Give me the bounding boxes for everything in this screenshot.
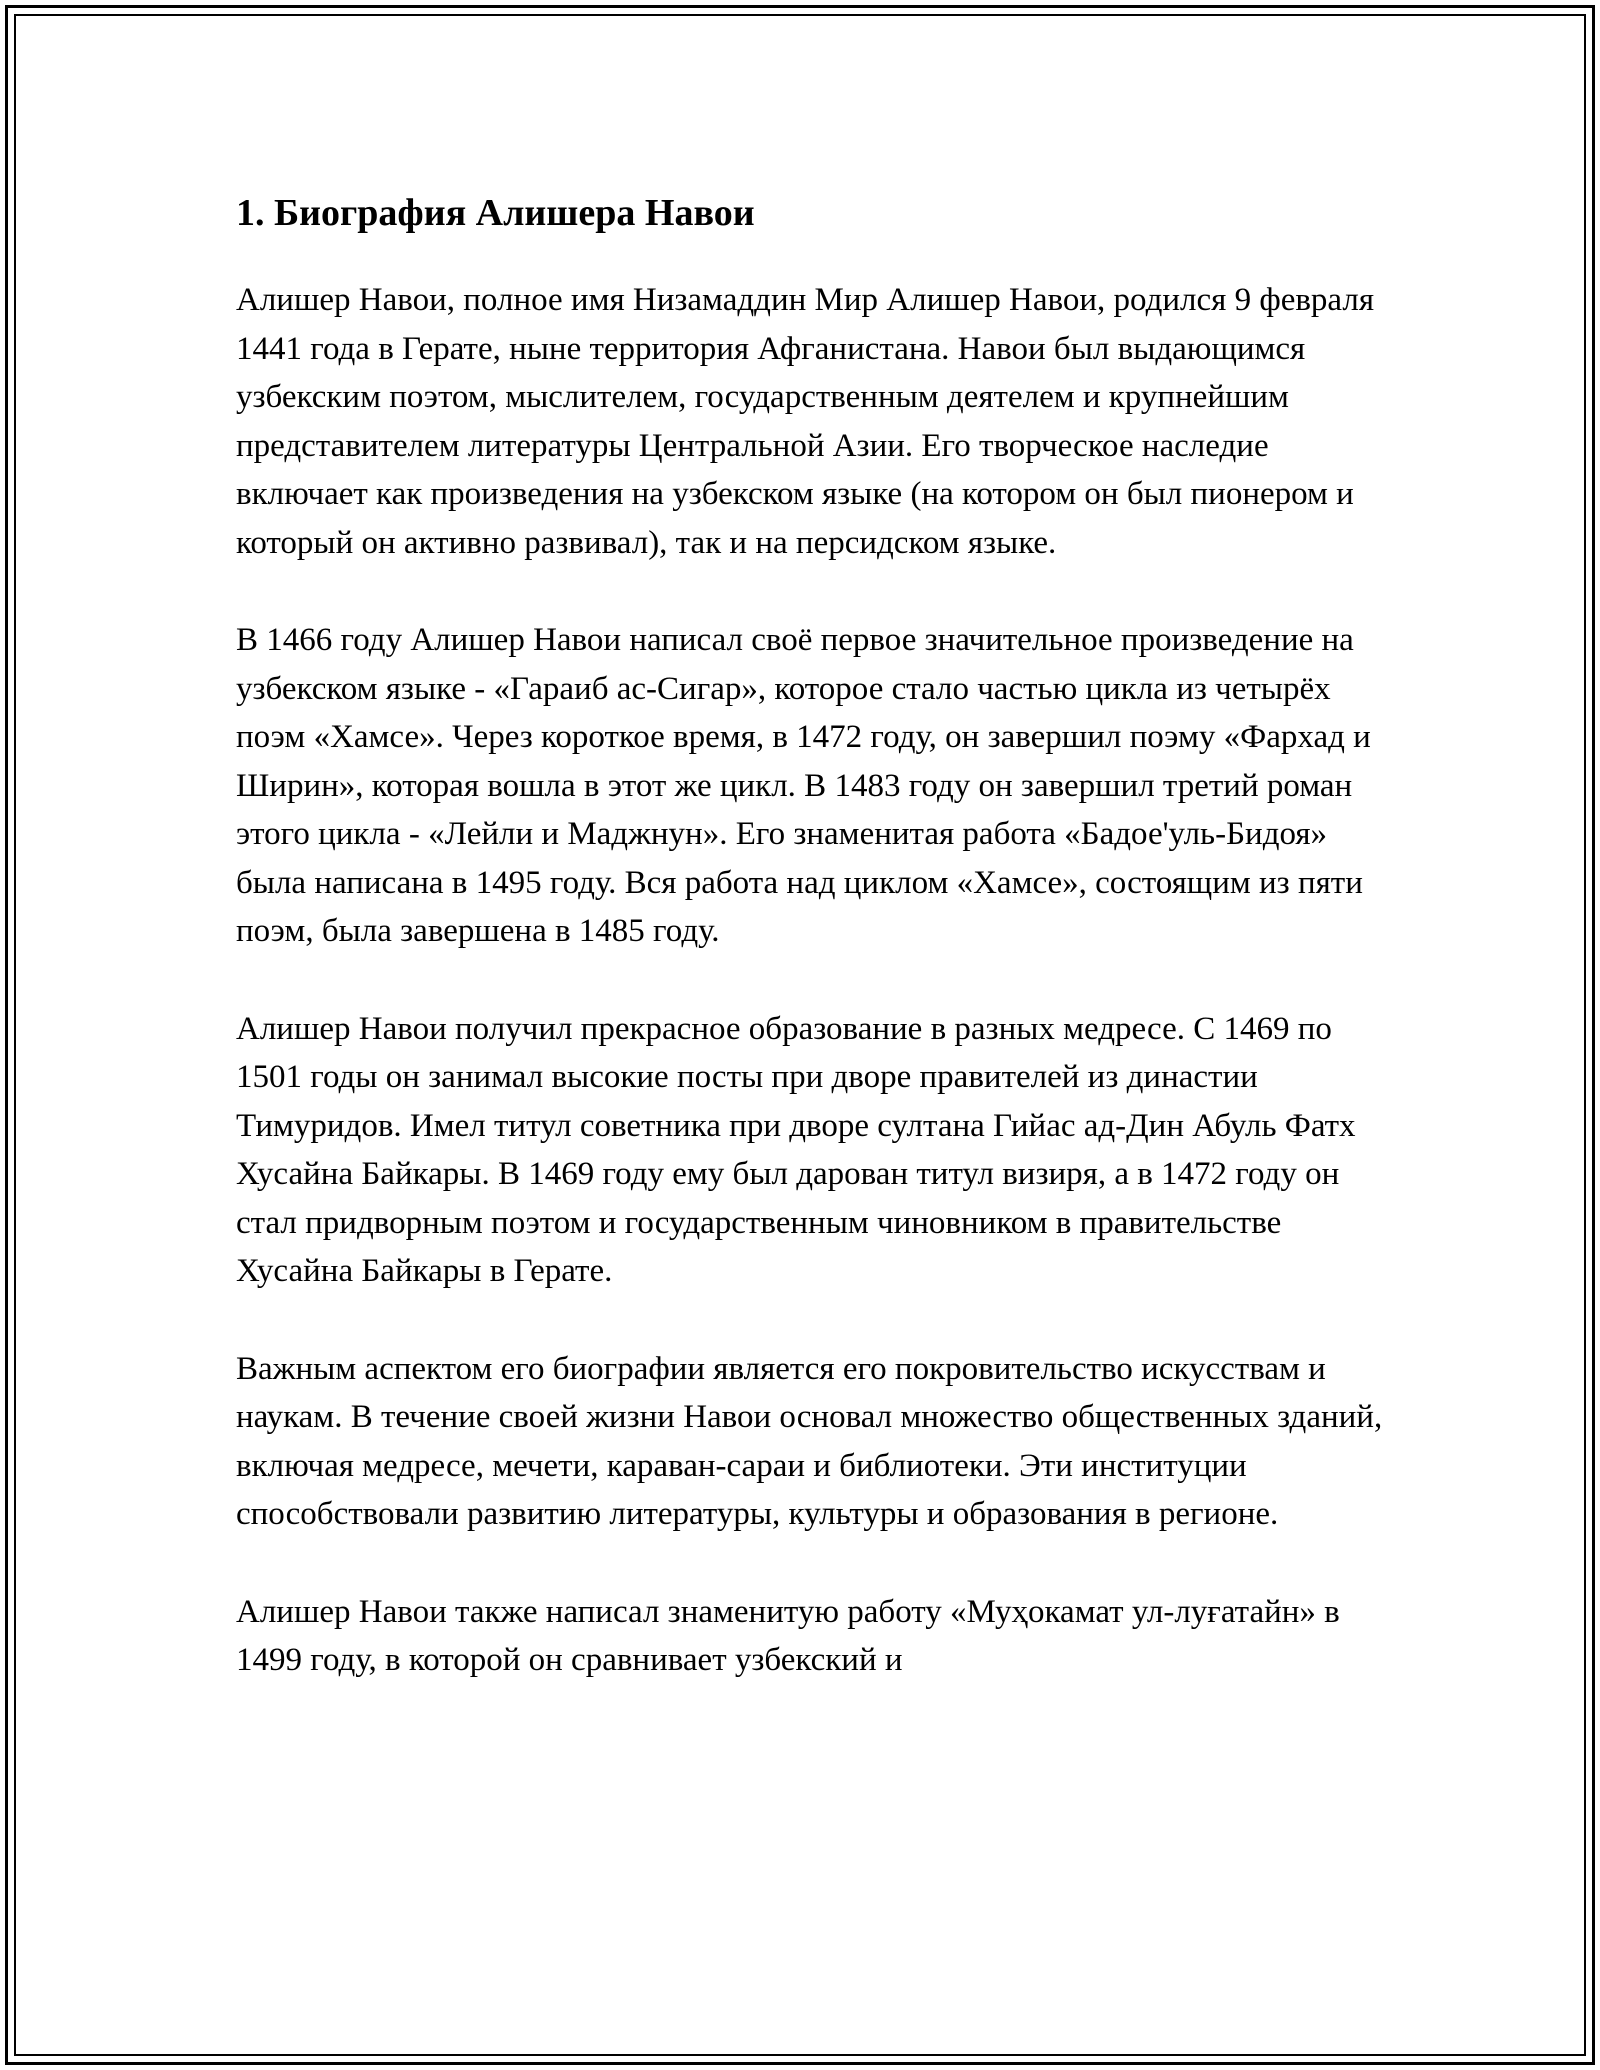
document-body: [236, 182, 1386, 1734]
paragraph-patronage: Важным аспектом его биографии является его покровительство искусствам и наукам. В течение своей жизни Навои основал множество общественных зданий, включая медресе, мечети, караван-сараи и библиотеки. Эти институции способствовали развитию литературы, культуры и образования в регионе.: [236, 1350, 1383, 1532]
paragraph-birth: Алишер Навои, полное имя Низамаддин Мир Алишер Навои, родился 9 февраля 1441 года в Герате, ныне территория Афганистана. Навои был выдающимся узбекским поэтом, мыслителем, государственным деятелем и крупнейшим представителем литературы Центральной Азии. Его творческое наследие включает как произведения на узбекском языке (на котором он был пионером и который он активно развивал), так и на персидском языке.: [236, 282, 1375, 561]
section-heading: 1. Биография Алишера Навои: [236, 192, 755, 234]
paragraph-works: В 1466 году Алишер Навои написал своё первое значительное произведение на узбекском языке - «Гараиб ас-Сигар», которое стало частью цикла из четырёх поэм «Хамсе». Через короткое время, в 1472 году, он завершил поэму «Фархад и Ширин», которая вошла в этот же цикл. В 1483 году он завершил третий роман этого цикла - «Лейли и Маджнун». Его знаменитая работа «Бадое'уль-Бидоя» была написана в 1495 году. Вся работа над циклом «Хамсе», состоящим из пяти поэм, была завершена в 1485 году.: [236, 622, 1371, 949]
paragraph-career: Алишер Навои получил прекрасное образование в разных медресе. С 1469 по 1501 годы он занимал высокие посты при дворе правителей из династии Тимуридов. Имел титул советника при дворе султана Гийас ад-Дин Абуль Фатх Хусайна Байкары. В 1469 году ему был дарован титул визиря, а в 1472 году он стал придворным поэтом и государственным чиновником в правительстве Хусайна Байкары в Герате.: [236, 1010, 1356, 1289]
paragraph-languages: Алишер Навои также написал знаменитую работу «Муҳокамат ул-луғатайн» в 1499 году, в которой он сравнивает узбекский и: [236, 1593, 1340, 1678]
